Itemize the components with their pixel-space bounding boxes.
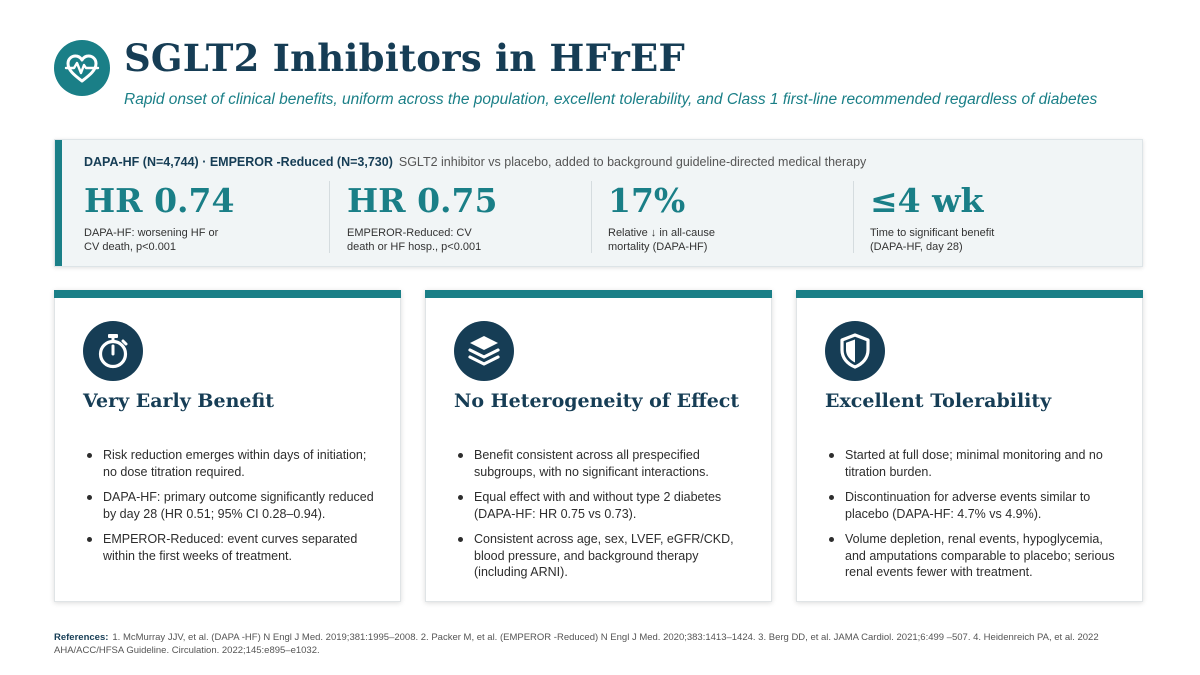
stopwatch-icon [83,321,143,381]
card-top-bar [54,290,401,298]
references-label: References: [54,632,109,643]
stat-value: ≤4 wk [870,181,984,220]
card-bullet-list [83,447,383,573]
stat-label: DAPA-HF: worsening HF or CV death, p<0.001 [84,227,219,253]
card-title: Very Early Benefit [83,390,275,412]
list-item: Discontinuation for adverse events similar to placebo (DAPA-HF: 4.7% vs 4.9%). [825,489,1125,522]
stat-hr-dapa [84,181,329,253]
card-bullet-list [825,447,1125,590]
shield-icon [825,321,885,381]
stat-mortality [591,181,853,253]
card-title: No Heterogeneity of Effect [454,390,740,412]
heart-pulse-icon [54,40,110,96]
stats-header [84,155,866,169]
list-item: Risk reduction emerges within days of initiation; no dose titration required. [83,447,383,480]
stat-label: EMPEROR-Reduced: CV death or HF hosp., p<0.001 [347,227,482,253]
panel-accent-bar [55,140,62,266]
stat-value: HR 0.75 [347,181,498,220]
stat-time-to-benefit [853,181,1113,253]
list-item: Benefit consistent across all prespecified subgroups, with no significant interactions. [454,447,754,480]
trial-stats-panel [54,139,1143,267]
card-bullet-list [454,447,754,590]
list-item: DAPA-HF: primary outcome significantly reduced by day 28 (HR 0.51; 95% CI 0.28–0.94). [83,489,383,522]
references-text: 1. McMurray JJV, et al. (DAPA -HF) N Engl J Med. 2019;381:1995–2008. 2. Packer M, et al. (EMPEROR -Reduced) N Engl J Med. 2020;383:1413–1424. 3. Berg DD, et al. JAMA Cardiol. 2021;6:499 –507. 4. Heidenreich PA, et al. 2022 AHA/ACC/HFSA Guideline. Circulation. 2022;145:e895–e1032. [54,632,1099,656]
list-item: Volume depletion, renal events, hypoglycemia, and amputations comparable to placebo; serious renal events fewer with treatment. [825,531,1125,581]
card-very-early-benefit [54,290,401,602]
card-top-bar [425,290,772,298]
page-title: SGLT2 Inhibitors in HFrEF [124,36,685,80]
list-item: Equal effect with and without type 2 diabetes (DAPA-HF: HR 0.75 vs 0.73). [454,489,754,522]
card-excellent-tolerability [796,290,1143,602]
trials-label: DAPA-HF (N=4,744) · EMPEROR -Reduced (N=3,730) [84,155,393,169]
card-top-bar [796,290,1143,298]
card-title: Excellent Tolerability [825,390,1052,412]
page-subtitle: Rapid onset of clinical benefits, uniform across the population, excellent tolerability, and Class 1 first-line recommended regardless of diabetes [124,91,1098,108]
stat-label: Time to significant benefit (DAPA-HF, day 28) [870,227,995,253]
layers-icon [454,321,514,381]
list-item: EMPEROR-Reduced: event curves separated within the first weeks of treatment. [83,531,383,564]
list-item: Started at full dose; minimal monitoring and no titration burden. [825,447,1125,480]
stat-value: 17% [608,181,686,220]
stat-value: HR 0.74 [84,181,235,220]
trials-description: SGLT2 inhibitor vs placebo, added to background guideline-directed medical therapy [398,155,867,169]
references [54,631,1144,657]
card-no-heterogeneity [425,290,772,602]
list-item: Consistent across age, sex, LVEF, eGFR/CKD, blood pressure, and background therapy (including ARNI). [454,531,754,581]
stat-label: Relative ↓ in all-cause mortality (DAPA-HF) [608,227,715,253]
stat-hr-emperor [329,181,591,253]
